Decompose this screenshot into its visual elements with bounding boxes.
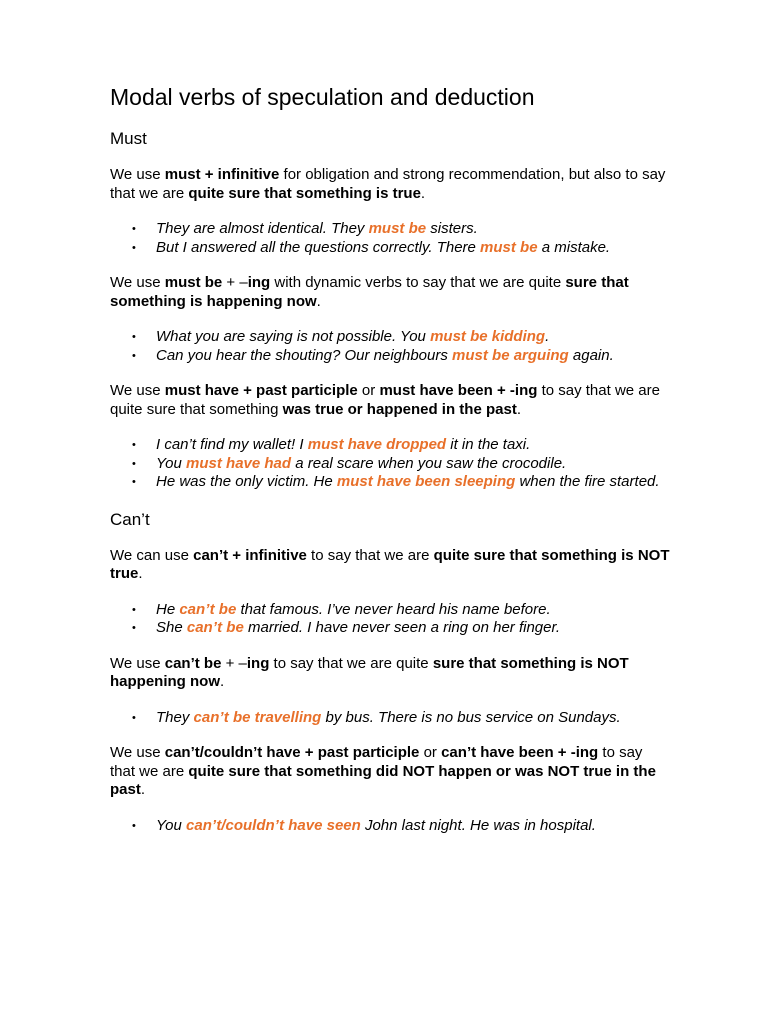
example-item: [156, 709, 670, 728]
text: We use: [110, 654, 165, 672]
text: We use: [110, 382, 165, 399]
bold-text: must + infinitive: [164, 166, 280, 183]
text: to say that we are: [110, 744, 643, 780]
text: with dynamic verbs to say that we are quite: [270, 274, 566, 291]
example-item: [156, 220, 670, 239]
text: sisters.: [426, 220, 478, 237]
text: You: [156, 816, 187, 834]
example-item: [156, 817, 670, 836]
text: .: [420, 184, 426, 202]
text: .: [545, 328, 550, 345]
text: it in the taxi.: [446, 436, 531, 453]
text: We use: [110, 274, 165, 291]
text: by bus. There is no bus service on Sundays.: [321, 708, 621, 726]
text: or: [357, 382, 380, 399]
example-item: [156, 473, 670, 492]
text: She: [156, 619, 187, 636]
text: You: [156, 454, 187, 472]
bold-text: quite sure that something is NOT true: [110, 546, 670, 582]
highlight-text: can’t be travelling: [193, 708, 322, 726]
text: married. I have never seen a ring on her finger.: [243, 619, 561, 636]
document-content: [110, 82, 670, 852]
text: But I answered all the questions correctly. There: [156, 238, 481, 256]
text: .: [316, 292, 321, 310]
text: .: [140, 781, 146, 798]
text: John last night. He was in hospital.: [360, 816, 596, 834]
bold-text: quite sure that something is true: [188, 184, 421, 202]
text: He: [156, 600, 180, 618]
must-paragraph-3: [110, 382, 670, 419]
highlight-text: must have dropped: [307, 436, 447, 453]
cant-example-list-3: [110, 817, 670, 836]
text: for obligation and strong recommendation, but also to say that we are: [110, 166, 666, 202]
must-example-list-3: [110, 436, 670, 492]
cant-paragraph-3: [110, 744, 670, 800]
text: to say that we are quite: [269, 654, 433, 672]
text: Can you hear the shouting? Our neighbours: [156, 346, 453, 364]
text: a mistake.: [537, 238, 611, 256]
bold-text: can’t be: [164, 654, 222, 672]
bold-text: must be: [164, 274, 223, 291]
highlight-text: can’t be: [179, 600, 237, 618]
text: a real scare when you saw the crocodile.: [291, 454, 567, 472]
example-item: [156, 347, 670, 366]
highlight-text: must be arguing: [452, 346, 569, 364]
highlight-text: must be kidding: [430, 328, 546, 345]
text: .: [138, 565, 143, 582]
example-item: [156, 455, 670, 474]
text: to say that we are quite sure that something: [110, 382, 660, 418]
bold-text: must have + past participle: [164, 382, 358, 399]
text: that famous. I’ve never heard his name before.: [236, 600, 551, 618]
text: to say that we are: [306, 546, 434, 564]
bold-text: was true or happened in the past: [282, 400, 517, 418]
example-item: [156, 436, 670, 455]
text: I can’t find my wallet! I: [156, 436, 308, 453]
bold-text: sure that something is NOT happening now: [110, 654, 629, 690]
highlight-text: must have been sleeping: [336, 473, 516, 490]
bold-text: ing: [247, 274, 271, 291]
text: .: [516, 400, 521, 418]
cant-paragraph-2: [110, 655, 670, 692]
must-example-list-2: [110, 328, 670, 365]
cant-example-list-1: [110, 601, 670, 638]
bold-text: can’t/couldn’t have + past participle: [164, 744, 420, 761]
section-heading-cant: Can’t: [110, 509, 150, 529]
bold-text: ing: [246, 654, 270, 672]
section-heading-must: Must: [110, 129, 147, 148]
example-item: [156, 239, 670, 258]
highlight-text: can’t be: [186, 619, 244, 636]
highlight-text: must be: [480, 238, 538, 256]
bold-text: can’t + infinitive: [193, 546, 307, 564]
example-item: [156, 601, 670, 620]
text: or: [419, 744, 442, 761]
text: He was the only victim. He: [156, 473, 337, 490]
bold-text: can’t have been + -ing: [441, 744, 599, 761]
cant-example-list-2: [110, 709, 670, 728]
text: + –: [222, 274, 248, 291]
text: + –: [221, 654, 247, 672]
text: They are almost identical. They: [156, 220, 369, 237]
must-paragraph-1: [110, 166, 670, 203]
bold-text: quite sure that something did NOT happen or was NOT true in the past: [110, 762, 656, 798]
bold-text: sure that something is happening now: [110, 274, 629, 310]
must-paragraph-2: [110, 274, 670, 311]
highlight-text: must be: [368, 220, 427, 237]
bold-text: must have been + -ing: [379, 382, 538, 399]
text: again.: [568, 346, 614, 364]
text: .: [220, 673, 225, 690]
example-item: [156, 328, 670, 347]
text: We can use: [110, 546, 194, 564]
cant-paragraph-1: [110, 547, 670, 584]
highlight-text: can’t/couldn’t have seen: [186, 816, 361, 834]
text: They: [156, 708, 194, 726]
highlight-text: must have had: [186, 454, 292, 472]
example-item: [156, 619, 670, 638]
must-example-list-1: [110, 220, 670, 257]
text: What you are saying is not possible. You: [156, 328, 431, 345]
text: We use: [110, 744, 165, 761]
text: when the fire started.: [515, 473, 660, 490]
text: We use: [110, 166, 165, 183]
page-title: Modal verbs of speculation and deduction: [110, 84, 535, 110]
